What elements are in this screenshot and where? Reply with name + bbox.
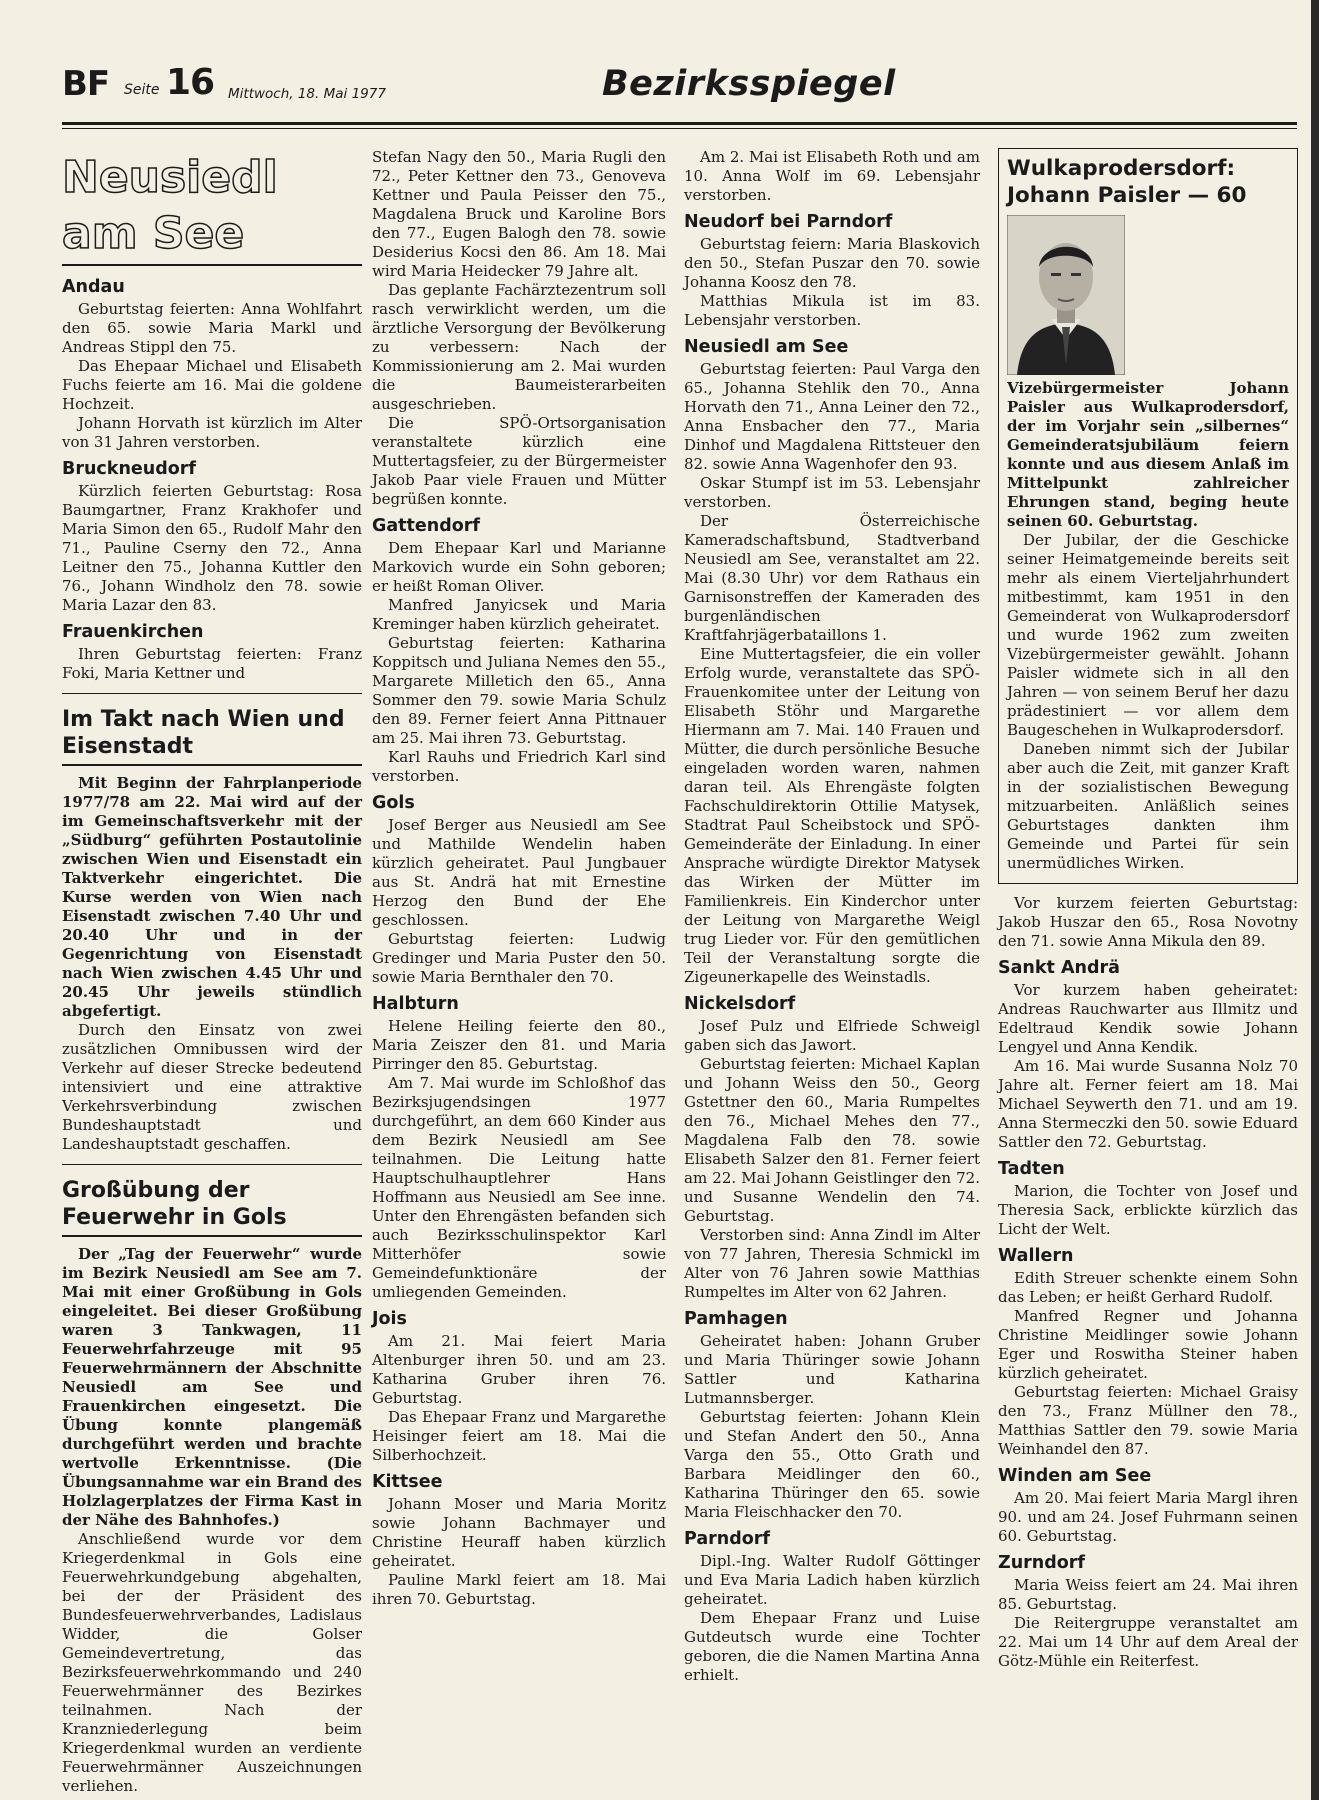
paragraph: Geburtstag feierten: Ludwig Gredinger und Maria Puster den 50. sowie Maria Bernthaler den 70. (372, 930, 666, 986)
paragraph: Marion, die Tochter von Josef und Theresia Sack, erblickte kürzlich das Licht der Welt. (998, 1182, 1298, 1238)
paragraph: Dem Ehepaar Franz und Luise Gutdeutsch wurde eine Tochter geboren, die die Namen Martina Anna erhielt. (684, 1609, 980, 1684)
section-heading-sankt-andrae: Sankt Andrä (998, 958, 1120, 978)
paragraph: Durch den Einsatz von zwei zusätzlichen Omnibussen wird der Verkehr auf dieser Strecke bedeutend intensiviert und eine attraktive Verkehrsverbindung zwischen Bundeshauptstadt und Landeshauptstadt geschaffen. (62, 1021, 362, 1153)
lead-paragraph: Der „Tag der Feuerwehr“ wurde im Bezirk Neusiedl am See am 7. Mai mit einer Großübung in Gols eingeleitet. Bei dieser Großübung waren 3 Tankwagen, 11 Feuerwehrfahrzeuge mit 95 Feuerwehrmännern der Abschnitte Neusiedl am See und Frauenkirchen eingesetzt. Die Übung konnte plangemäß durchgeführt werden und brachte wertvolle Erkenntnisse. (Die Übungsannahme war ein Brand des Holzlagerplatzes der Firma Kast in der Nähe des Bahnhofes.) (62, 1245, 362, 1529)
paragraph: Geburtstag feierten: Johann Klein und Stefan Andert den 50., Anna Varga den 55., Otto Grath und Barbara Meidlinger den 60., Katharina Thüringer den 65. sowie Maria Fleischhacker den 70. (684, 1408, 980, 1521)
portrait-image (1007, 215, 1125, 375)
paragraph: Die Reitergruppe veranstaltet am 22. Mai um 14 Uhr auf dem Areal der Götz-Mühle ein Reiterfest. (998, 1614, 1298, 1670)
title-rule (62, 264, 362, 266)
headline-rule (62, 1235, 362, 1237)
paragraph: Am 2. Mai ist Elisabeth Roth und am 10. Anna Wolf im 69. Lebensjahr verstorben. (684, 148, 980, 204)
headline-rule (62, 764, 362, 766)
paragraph: Stefan Nagy den 50., Maria Rugli den 72., Peter Kettner den 73., Genoveva Kettner und Paula Peisser den 75., Magdalena Bruck und Karoline Bors den 77., Eugen Balogh den 78. sowie Desiderius Kocsi den 86. Am 18. Mai wird Maria Heidecker 79 Jahre alt. (372, 148, 666, 280)
paragraph: Dipl.-Ing. Walter Rudolf Göttinger und Eva Maria Ladich haben kürzlich geheiratet. (684, 1552, 980, 1608)
article-headline-feuerwehr: Großübung der Feuerwehr in Gols (62, 1178, 287, 1230)
feature-headline-line2: Johann Paisler — 60 (1007, 183, 1247, 208)
masthead (62, 60, 1297, 128)
paragraph: Eine Muttertagsfeier, die ein voller Erfolg wurde, veranstaltete das SPÖ-Frauenkomitee unter der Leitung von Elisabeth Stöhr und Margarethe Hiermann am 7. Mai. 140 Frauen und Mütter, die durch persönliche Besuche eingeladen worden waren, nahmen daran teil. Als Ehrengäste folgten Fachschuldirektorin Ottilie Matysek, Stadtrat Paul Scheibstock und SPÖ-Gemeinderäte der Einladung. In einer Ansprache würdigte Direktor Matysek das Wirken der Mütter im Familienkreis. Ein Kinderchor unter der Leitung von Margarethe Weigl trug Lieder vor. Für den gemütlichen Teil der Veranstaltung sorgte die Zigeunerkapelle des Weinstadls. (684, 645, 980, 986)
section-heading-parndorf: Parndorf (684, 1529, 771, 1549)
paragraph: Am 21. Mai feiert Maria Altenburger ihren 50. und am 23. Katharina Gruber ihren 76. Geburtstag. (372, 1332, 666, 1407)
article-headline-takt: Im Takt nach Wien und Eisenstadt (62, 707, 345, 759)
article-separator (62, 1164, 362, 1165)
paragraph: Johann Horvath ist kürzlich im Alter von 31 Jahren verstorben. (62, 414, 362, 451)
paragraph: Matthias Mikula ist im 83. Lebensjahr verstorben. (684, 292, 980, 329)
portrait-photo (1007, 215, 1125, 375)
paragraph: Anschließend wurde vor dem Kriegerdenkmal in Gols eine Feuerwehrkundgebung abgehalten, bei der der Präsident des Bundesfeuerwehrverbandes, Ladislaus Widder, die Golser Gemeindevertretung, das Bezirksfeuerwehrkommando und 240 Feuerwehrmänner des Bezirkes teilnahmen. Nach der Kranzniederlegung beim Kriegerdenkmal wurden an verdiente Feuerwehrmänner Auszeichnungen verliehen. (62, 1530, 362, 1795)
section-heading-zurndorf: Zurndorf (998, 1553, 1086, 1573)
masthead-rule-thin (62, 128, 1297, 129)
paragraph: Geburtstag feierten: Anna Wohlfahrt den 65. sowie Maria Markl und Andreas Stippl den 75. (62, 300, 362, 356)
section-rubric: Bezirksspiegel (602, 64, 896, 104)
paragraph: Daneben nimmt sich der Jubilar aber auch die Zeit, mit ganzer Kraft in der sozialistischen Bewegung mitzuarbeiten. Anläßlich seines Geburtstages dankten ihm Gemeinde und Partei für sein unermüdliches Wirken. (1007, 740, 1289, 872)
paragraph: Geburtstag feierten: Katharina Koppitsch und Juliana Nemes den 55., Margarete Milletich den 65., Anna Sommer den 79. sowie Maria Schulz den 89. Ferner feiert Anna Pittnauer am 25. Mai ihren 73. Geburtstag. (372, 634, 666, 747)
paragraph: Pauline Markl feiert am 18. Mai ihren 70. Geburtstag. (372, 1571, 666, 1608)
paragraph: Manfred Regner und Johanna Christine Meidlinger sowie Johann Eger und Roswitha Steiner haben kürzlich geheiratet. (998, 1307, 1298, 1382)
page-number: 16 (166, 62, 215, 103)
paragraph: Vor kurzem haben geheiratet: Andreas Rauchwarter aus Illmitz und Edeltraud Kendik sowie Johann Lengyel und Anna Kendik. (998, 981, 1298, 1056)
paragraph: Oskar Stumpf ist im 53. Lebensjahr verstorben. (684, 474, 980, 511)
paragraph: Johann Moser und Maria Moritz sowie Johann Bachmayer und Christine Heuraff haben kürzlich geheiratet. (372, 1495, 666, 1570)
paragraph: Josef Pulz und Elfriede Schweigl gaben sich das Jawort. (684, 1017, 980, 1054)
feature-headline-line1: Wulkaprodersdorf: (1007, 156, 1236, 181)
paragraph: Maria Weiss feiert am 24. Mai ihren 85. Geburtstag. (998, 1576, 1298, 1613)
photo-lead (1007, 215, 1289, 531)
section-heading-neusiedl: Neusiedl am See (684, 337, 849, 357)
section-heading-halbturn: Halbturn (372, 994, 459, 1014)
section-heading-kittsee: Kittsee (372, 1472, 443, 1492)
section-heading-andau: Andau (62, 277, 125, 297)
paragraph: Helene Heiling feierte den 80., Maria Zeiszer den 81. und Maria Pirringer den 85. Geburtstag. (372, 1017, 666, 1073)
paragraph: Vor kurzem feierten Geburtstag: Jakob Huszar den 65., Rosa Novotny den 71. sowie Anna Mikula den 89. (998, 894, 1298, 950)
column-4 (998, 148, 1298, 1671)
issue-date: Mittwoch, 18. Mai 1977 (228, 86, 386, 102)
paragraph: Das Ehepaar Franz und Margarethe Heisinger feiert am 18. Mai die Silberhochzeit. (372, 1408, 666, 1464)
paragraph: Manfred Janyicsek und Maria Kreminger haben kürzlich geheiratet. (372, 596, 666, 633)
paragraph: Am 20. Mai feiert Maria Margl ihren 90. und am 24. Josef Fuhrmann seinen 60. Geburtstag. (998, 1489, 1298, 1545)
paragraph: Die SPÖ-Ortsorganisation veranstaltete kürzlich eine Muttertagsfeier, zu der Bürgermeister Jakob Paar viele Frauen und Mütter begrüßen konnte. (372, 414, 666, 508)
paragraph: Am 7. Mai wurde im Schloßhof das Bezirksjugendsingen 1977 durchgeführt, an dem 660 Kinder aus dem Bezirk Neusiedl am See teilnahmen. Die Leitung hatte Hauptschulhauptlehrer Hans Hoffmann aus Neusiedl am See inne. Unter den Ehrengästen befanden sich auch Bezirksschulinspektor Karl Mitterhöfer sowie Gemeindefunktionäre der umliegenden Gemeinden. (372, 1074, 666, 1301)
paragraph: Dem Ehepaar Karl und Marianne Markovich wurde ein Sohn geboren; er heißt Roman Oliver. (372, 539, 666, 595)
paragraph: Edith Streuer schenkte einem Sohn das Leben; er heißt Gerhard Rudolf. (998, 1269, 1298, 1306)
column-3 (684, 148, 980, 1685)
feature-box (998, 148, 1298, 884)
masthead-rule (62, 122, 1297, 125)
column-2 (372, 148, 666, 1609)
district-title: Neusiedl am See (62, 152, 278, 259)
section-heading-nickelsdorf: Nickelsdorf (684, 994, 796, 1014)
section-heading-bruckneudorf: Bruckneudorf (62, 459, 197, 479)
article-separator (62, 693, 362, 694)
paragraph: Geburtstag feierten: Paul Varga den 65., Johanna Stehlik den 70., Anna Horvath den 71., Anna Leiner den 72., Anna Ensbacher den 77., Maria Dinhof und Magdalena Rittsteuer den 82. sowie Anna Wagenhofer den 93. (684, 360, 980, 473)
page-label: Seite (124, 82, 160, 98)
feature-headline (1007, 155, 1289, 209)
section-heading-tadten: Tadten (998, 1159, 1065, 1179)
paragraph: Geburtstag feierten: Michael Graisy den 73., Franz Müllner den 78., Matthias Sattler den 79. sowie Maria Weinhandel den 87. (998, 1383, 1298, 1458)
paragraph: Der Österreichische Kameradschaftsbund, Stadtverband Neusiedl am See, veranstaltet am 22. Mai (8.30 Uhr) vor dem Rathaus ein Garnisonstreffen der Kameraden des burgenländischen Kraftfahrjägerbataillons 1. (684, 512, 980, 644)
section-heading-wallern: Wallern (998, 1246, 1074, 1266)
paragraph: Kürzlich feierten Geburtstag: Rosa Baumgartner, Franz Krakhofer und Maria Simon den 65., Rudolf Mahr den 71., Pauline Cserny den 72., Anna Leitner den 75., Johanna Kuttler den 76., Johann Windholz den 78. sowie Maria Lazar den 83. (62, 482, 362, 614)
section-heading-winden: Winden am See (998, 1466, 1152, 1486)
newspaper-logo: BF (62, 64, 110, 104)
paragraph: Ihren Geburtstag feierten: Franz Foki, Maria Kettner und (62, 645, 362, 682)
paragraph: Am 16. Mai wurde Susanna Nolz 70 Jahre alt. Ferner feiert am 18. Mai Michael Seywerth den 71. und am 19. Anna Stermeczki den 50. sowie Eduard Sattler den 72. Geburtstag. (998, 1057, 1298, 1151)
page-edge (1311, 0, 1319, 1800)
section-heading-neudorf: Neudorf bei Parndorf (684, 212, 893, 232)
paragraph: Geburtstag feierten: Michael Kaplan und Johann Weiss den 50., Georg Gstettner den 60., Maria Rumpeltes den 76., Michael Mehes den 77., Magdalena Falb den 78. sowie Elisabeth Salzer den 81. Ferner feiert am 22. Mai Johann Geistlinger den 72. und Susanne Wendelin den 74. Geburtstag. (684, 1055, 980, 1225)
column-1 (62, 148, 362, 1796)
paragraph: Josef Berger aus Neusiedl am See und Mathilde Wendelin haben kürzlich geheiratet. Paul Jungbauer aus St. Andrä hat mit Ernestine Herzog den Bund der Ehe geschlossen. (372, 816, 666, 929)
section-heading-gattendorf: Gattendorf (372, 516, 481, 536)
section-heading-jois: Jois (372, 1309, 407, 1329)
paragraph: Das geplante Fachärztezentrum soll rasch verwirklicht werden, um die ärztliche Versorgung der Bevölkerung zu verbessern: Nach der Kommissionierung am 2. Mai wurden die Baumeisterarbeiten ausgeschrieben. (372, 281, 666, 413)
paragraph: Geburtstag feiern: Maria Blaskovich den 50., Stefan Puszar den 70. sowie Johanna Koosz den 78. (684, 235, 980, 291)
paragraph: Karl Rauhs und Friedrich Karl sind verstorben. (372, 748, 666, 785)
paragraph: Das Ehepaar Michael und Elisabeth Fuchs feierte am 16. Mai die goldene Hochzeit. (62, 357, 362, 413)
paragraph: Der Jubilar, der die Geschicke seiner Heimatgemeinde bereits seit mehr als einem Vierteljahrhundert mitbestimmt, kam 1951 in den Gemeinderat von Wulkaprodersdorf und wurde 1962 zum zweiten Vizebürgermeister gewählt. Johann Paisler widmete sich in all den Jahren — von seinem Beruf her dazu prädestiniert — vor allem dem Baugeschehen in Wulkaprodersdorf. (1007, 531, 1289, 739)
lead-paragraph: Mit Beginn der Fahrplanperiode 1977/78 am 22. Mai wird auf der im Gemeinschaftsverkehr mit der „Südburg“ geführten Postautolinie zwischen Wien und Eisenstadt ein Taktverkehr eingerichtet. Die Kurse werden von Wien nach Eisenstadt zwischen 7.40 Uhr und 20.40 Uhr und in der Gegenrichtung von Eisenstadt nach Wien zwischen 4.45 Uhr und 20.45 Uhr jeweils stündlich abgefertigt. (62, 774, 362, 1020)
section-heading-pamhagen: Pamhagen (684, 1309, 788, 1329)
paragraph: Verstorben sind: Anna Zindl im Alter von 77 Jahren, Theresia Schmickl im Alter von 76 Jahren sowie Matthias Rumpeltes im Alter von 62 Jahren. (684, 1226, 980, 1301)
paragraph: Geheiratet haben: Johann Gruber und Maria Thüringer sowie Johann Sattler und Katharina Lutmannsberger. (684, 1332, 980, 1407)
section-heading-frauenkirchen: Frauenkirchen (62, 622, 204, 642)
feature-lead: Vizebürgermeister Johann Paisler aus Wulkaprodersdorf, der im Vorjahr sein „silbernes“ Gemeinderatsjubiläum feiern konnte und aus diesem Anlaß im Mittelpunkt zahlreicher Ehrungen stand, beging heute seinen 60. Geburtstag. (1007, 379, 1289, 530)
section-heading-gols: Gols (372, 793, 415, 813)
